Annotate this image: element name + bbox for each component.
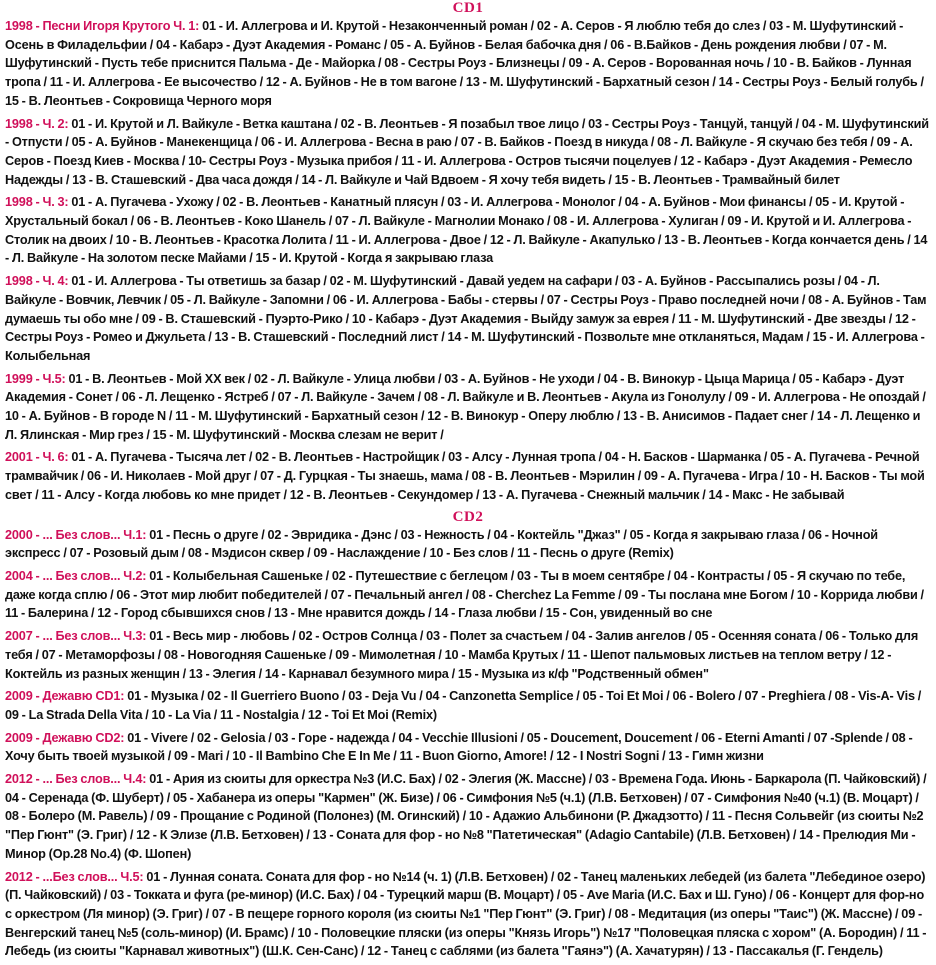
album-heading: 2007 - ... Без слов... Ч.3: bbox=[5, 629, 147, 644]
album-2012-bez-slov-4 bbox=[5, 770, 931, 864]
album-2009-dejavu-cd2 bbox=[5, 729, 931, 766]
album-tracks: 01 - Лунная соната. Соната для фор - но №14 (ч. 1) (Л.В. Бетховен) / 02 - Танец маленьких лебедей (из балета "Лебединое озеро) (П. Чайковский) / 03 - Токката и фуга (ре-минор) (И.С. Бах) / 04 - Турецкий марш (В. Моцарт) / 05 - Ave Maria (И.С. Бах и Ш. Гуно) / 06 - Концерт для фор-но с оркестром (Ля минор) (Э. Григ) / 07 - В пещере горного короля (из сюиты №1 "Пер Гюнт" (Э. Григ) / 08 - Медитация (из оперы "Таис") (Ж. Массне) / 09 - Венгерский танец №5 (соль-минор) (И. Брамс) / 10 - Половецкие пляски (из оперы "Князь Игорь") №17 "Половецкая пляска с хором" (А. Бородин) / 11 - Лебедь (из сюиты "Карнавал животных") (Ш.К. Сен-Санс) / 12 - Танец с саблями (из балета "Гаянэ") (А. Хачатурян) / 13 - Пассакалья (Г. Гендель) bbox=[5, 869, 927, 959]
album-heading: 2000 - ... Без слов... Ч.1: bbox=[5, 527, 147, 542]
album-2007-bez-slov-3 bbox=[5, 627, 931, 683]
album-heading: 1998 - Ч. 3: bbox=[5, 195, 69, 210]
album-heading: 1999 - Ч.5: bbox=[5, 371, 66, 386]
album-2000-bez-slov-1 bbox=[5, 526, 931, 563]
album-1998-part3 bbox=[5, 193, 931, 268]
album-tracks: 01 - И. Крутой и Л. Вайкуле - Ветка каштана / 02 - В. Леонтьев - Я позабыл твое лицо / 03 - Сестры Роуз - Танцуй, танцуй / 04 - М. Шуфутинский - Отпусти / 05 - А. Буйнов - Манекенщица / 06 - И. Аллегрова - Весна в раю / 07 - В. Байков - Поезд в никуда / 08 - Л. Вайкуле - Я скучаю без тебя / 09 - А. Серов - Поезд Киев - Москва / 10- Сестры Роуз - Музыка прибоя / 11 - И. Аллегрова - Остров тысячи поцелуев / 12 - Кабарэ - Дуэт Академия - Ремесло Надежды / 13 - В. Сташевский - Два часа дождя / 14 - Л. Вайкуле и Чай Вдвоем - Я хочу тебя видеть / 15 - В. Леонтьев - Трамвайный билет bbox=[5, 116, 929, 187]
cd2-title: CD2 bbox=[452, 508, 484, 525]
album-tracks: 01 - И. Аллегрова и И. Крутой - Незаконченный роман / 02 - А. Серов - Я люблю тебя до слез / 03 - М. Шуфутинский - Осень в Филадельфии / 04 - Кабарэ - Дуэт Академия - Романс / 05 - А. Буйнов - Белая бабочка дня / 06 - В.Байков - День рождения любви / 07 - М. Шуфутинский - Пусть тебе приснится Пальма - Де - Майорка / 08 - Сестры Роуз - Близнецы / 09 - А. Серов - Ворованная ночь / 10 - В. Байков - Лунная тропа / 11 - И. Аллегрова - Ее высочество / 12 - А. Буйнов - Не в том вагоне / 13 - М. Шуфутинский - Бархатный сезон / 14 - Сестры Роуз - Белый голубь / 15 - В. Леонтьев - Сокровища Черного моря bbox=[5, 19, 924, 108]
album-tracks: 01 - Vivere / 02 - Gelosia / 03 - Горе - надежда / 04 - Vecchie Illusioni / 05 - Doucement, Doucement / 06 - Eterni Amanti / 07 -Splende / 08 - Хочу быть твоей музыкой / 09 - Mari / 10 - Il Bambino Che E In Me / 11 - Buon Giorno, Amore! / 12 - I Nostri Sogni / 13 - Гимн жизни bbox=[5, 730, 913, 764]
album-heading: 2004 - ... Без слов... Ч.2: bbox=[5, 568, 147, 583]
album-heading: 2001 - Ч. 6: bbox=[5, 450, 69, 465]
album-2009-dejavu-cd1 bbox=[5, 687, 931, 724]
album-tracks: 01 - Колыбельная Сашеньке / 02 - Путешествие с беглецом / 03 - Ты в моем сентябре / 04 - Контрасты / 05 - Я скучаю по тебе, даже когда сплю / 06 - Этот мир любит победителей / 07 - Печальный ангел / 08 - Cherchez La Femme / 09 - Ты послана мне Богом / 10 - Коррида любви / 11 - Балерина / 12 - Город сбывшихся снов / 13 - Мне нравится дождь / 14 - Глаза любви / 15 - Сон, увиденный во сне bbox=[5, 568, 924, 621]
album-1999-part5 bbox=[5, 370, 931, 445]
tracklist-sheet bbox=[5, 0, 931, 965]
album-1998-part4 bbox=[5, 272, 931, 366]
cd1-title: CD1 bbox=[452, 0, 484, 16]
album-heading: 2012 - ...Без слов... Ч.5: bbox=[5, 869, 144, 884]
album-tracks: 01 - В. Леонтьев - Мой XX век / 02 - Л. Вайкуле - Улица любви / 03 - А. Буйнов - Не уходи / 04 - В. Винокур - Цыца Марица / 05 - Кабарэ - Дуэт Академия - Сонет / 06 - Л. Лещенко - Ястреб / 07 - Л. Вайкуле - Зачем / 08 - Л. Вайкуле и В. Леонтьев - Акула из Гонолулу / 09 - И. Аллегрова - Не опоздай / 10 - А. Буйнов - В городе N / 11 - М. Шуфутинский - Бархатный сезон / 12 - В. Винокур - Оперу люблю / 13 - В. Анисимов - Падает снег / 14 - Л. Лещенко и Л. Ялинская - Мир грез / 15 - М. Шуфутинский - Москва слезам не верит / bbox=[5, 371, 926, 442]
album-heading: 2009 - Дежавю CD2: bbox=[5, 730, 125, 745]
album-tracks: 01 - Ария из сюиты для оркестра №3 (И.С. Бах) / 02 - Элегия (Ж. Массне) / 03 - Времена Года. Июнь - Баркарола (П. Чайковский) / 04 - Серенада (Ф. Шуберт) / 05 - Хабанера из оперы "Кармен" (Ж. Бизе) / 06 - Симфония №5 (ч.1) (Л.В. Бетховен) / 07 - Симфония №40 (ч.1) (В. Моцарт) / 08 - Болеро (М. Равель) / 09 - Прощание с Родиной (Полонез) (М. Огинский) / 10 - Адажио Альбинони (Р. Джадзотто) / 11 - Песня Сольвейг (из сюиты №2 "Пер Гюнт" (Э. Григ) / 12 - К Элизе (Л.В. Бетховен) / 13 - Соната для фор - но №8 "Патетическая" (Adagio Cantabile) (Л.В. Бетховен) / 14 - Прелюдия Ми - Минор (Op.28 No.4) (Ф. Шопен) bbox=[5, 772, 927, 861]
album-tracks: 01 - Песнь о друге / 02 - Эвридика - Дэнс / 03 - Нежность / 04 - Коктейль "Джаз" / 05 - Когда я закрываю глаза / 06 - Ночной экспресс / 07 - Розовый дым / 08 - Мэдисон сквер / 09 - Наслаждение / 10 - Без слов / 11 - Песнь о друге (Remix) bbox=[5, 527, 878, 561]
album-2012-bez-slov-5 bbox=[5, 868, 931, 962]
album-heading: 2009 - Дежавю CD1: bbox=[5, 689, 125, 704]
album-tracks: 01 - А. Пугачева - Тысяча лет / 02 - В. Леонтьев - Настройщик / 03 - Алсу - Лунная тропа / 04 - Н. Басков - Шарманка / 05 - А. Пугачева - Речной трамвайчик / 06 - И. Николаев - Мой друг / 07 - Д. Гурцкая - Ты знаешь, мама / 08 - В. Леонтьев - Мэрилин / 09 - А. Пугачева - Игра / 10 - Н. Басков - Ты мой свет / 11 - Алсу - Когда любовь ко мне придет / 12 - В. Леонтьев - Секундомер / 13 - А. Пугачева - Снежный мальчик / 14 - Макс - Не забывай bbox=[5, 450, 925, 502]
album-2001-part6 bbox=[5, 448, 931, 504]
album-heading: 2012 - ... Без слов... Ч.4: bbox=[5, 772, 147, 787]
album-2004-bez-slov-2 bbox=[5, 567, 931, 623]
album-1998-part2 bbox=[5, 115, 931, 190]
album-tracks: 01 - Весь мир - любовь / 02 - Остров Солнца / 03 - Полет за счастьем / 04 - Залив ангелов / 05 - Осенняя соната / 06 - Только для тебя / 07 - Метаморфозы / 08 - Новогодняя Сашеньке / 09 - Мимолетная / 10 - Мамба Крутых / 11 - Шепот пальмовых листьев на теплом ветру / 12 - Коктейль из разных женщин / 13 - Элегия / 14 - Карнавал безумного мира / 15 - Музыка из к/ф "Родственный обмен" bbox=[5, 629, 919, 681]
album-heading: 1998 - Песни Игоря Крутого Ч. 1: bbox=[5, 19, 200, 33]
album-tracks: 01 - А. Пугачева - Ухожу / 02 - В. Леонтьев - Канатный плясун / 03 - И. Аллегрова - Монолог / 04 - А. Буйнов - Мои финансы / 05 - И. Крутой - Хрустальный бокал / 06 - В. Леонтьев - Коко Шанель / 07 - Л. Вайкуле - Магнолии Монако / 08 - И. Аллегрова - Хулиган / 09 - И. Крутой и И. Аллегрова - Столик на двоих / 10 - В. Леонтьев - Красотка Лолита / 11 - И. Аллегрова - Двое / 12 - Л. Вайкуле - Акапулько / 13 - В. Леонтьев - Когда кончается день / 14 - Л. Вайкуле - На золотом песке Майами / 15 - И. Крутой - Когда я закрываю глаза bbox=[5, 195, 928, 266]
album-1998-part1 bbox=[5, 17, 931, 111]
album-heading: 1998 - Ч. 2: bbox=[5, 116, 69, 131]
album-tracks: 01 - Музыка / 02 - Il Guerriero Buono / 03 - Deja Vu / 04 - Canzonetta Semplice / 05 - Toi Et Moi / 06 - Bolero / 07 - Preghiera / 08 - Vis-A- Vis / 09 - La Strada Della Vita / 10 - La Via / 11 - Nostalgia / 12 - Toi Et Moi (Remix) bbox=[5, 689, 922, 722]
album-tracks: 01 - И. Аллегрова - Ты ответишь за базар / 02 - М. Шуфутинский - Давай уедем на сафари / 03 - А. Буйнов - Рассыпались розы / 04 - Л. Вайкуле - Вовчик, Левчик / 05 - Л. Вайкуле - Запомни / 06 - И. Аллегрова - Бабы - стервы / 07 - Сестры Роуз - Право последней ночи / 08 - А. Буйнов - Там думаешь ты обо мне / 09 - В. Сташевский - Пуэрто-Рико / 10 - Кабарэ - Дуэт Академия - Выйду замуж за еврея / 11 - М. Шуфутинский - Две звезды / 12 - Сестры Роуз - Ромео и Джульета / 13 - В. Сташевский - Последний лист / 14 - М. Шуфутинский - Позвольте мне откланяться, Мадам / 15 - И. Аллегрова - Колыбельная bbox=[5, 274, 927, 363]
album-heading: 1998 - Ч. 4: bbox=[5, 274, 69, 289]
